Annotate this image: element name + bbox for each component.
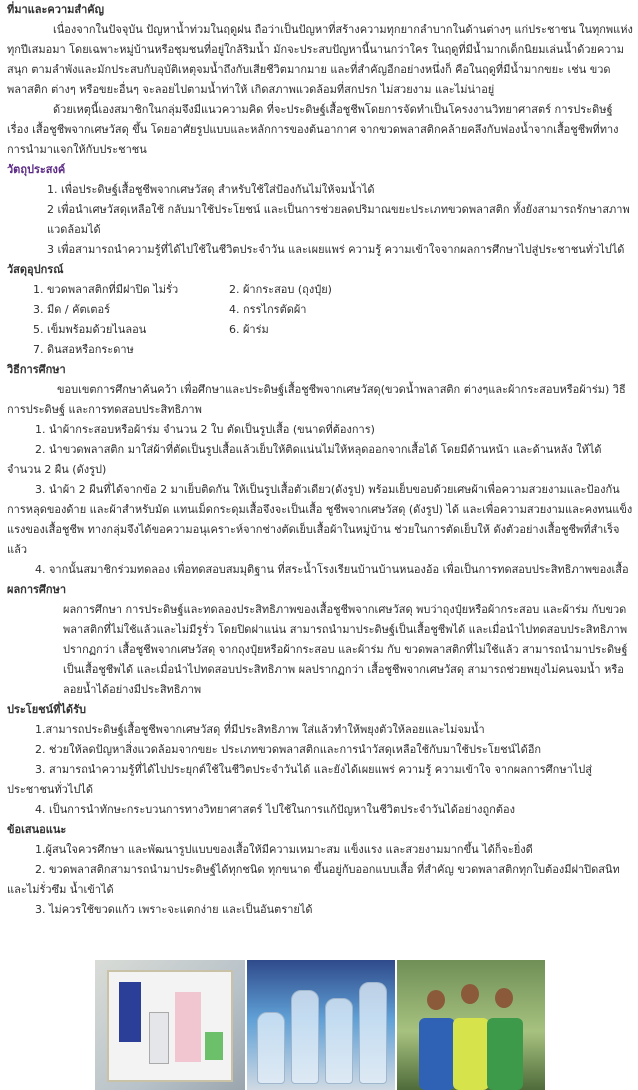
method-step-1: 1. นำผ้ากระสอบหรือผ้าร่ม จำนวน 2 ใบ ตัดเป็นรูปเสื้อ (ขนาดที่ต้องการ) — [35, 423, 375, 436]
material-item: 6. ผ้าร่ม — [229, 323, 269, 336]
results-heading: ผลการศึกษา — [7, 583, 67, 596]
materials-row-3 — [7, 320, 633, 340]
materials-photo — [95, 960, 245, 1090]
document — [7, 0, 633, 920]
objective-item-3: 3 เพื่อสามารถนำความรู้ที่ได้ไปใช้ในชีวิตประจำวัน และเผยแพร่ ความรู้ ความเข้าใจจากผลการศึกษาไปสู่ประชาชนทั่วไปได้ — [47, 243, 625, 256]
student-head — [495, 988, 513, 1008]
benefits-heading: ประโยชน์ที่ได้รับ — [7, 703, 86, 716]
student-head — [461, 984, 479, 1004]
method-step-2: 2. นำขวดพลาสติก มาใส่ผ้าที่ตัดเป็นรูปเสื้อแล้วเย็บให้ติดแน่นไม่ให้หลุดออกจากเสื้อได้ โดยมีด้านหน้า และด้านหลัง ให้ได้จำนวน 2 ผืน (ดังรูป) — [7, 443, 602, 476]
results-paragraph: ผลการศึกษา การประดิษฐ์และทดลองประสิทธิภาพของเสื้อชูชีพจากเศษวัสดุ พบว่าถุงปุ๋ยหรือผ้ากระสอบ และผ้าร่ม กับขวดพลาสติกที่ไม่ใช้แล้วและไม่มีรูรั่ว โดยปิดฝาแน่น สามารถนำมาประดิษฐ์เป็นเสื้อชูชีพได้ และเมื่อนำไปทดสอบประสิทธิภาพปรากฏกว่า เสื้อชูชีพจากเศษวัสดุ จากถุงปุ๋ยหรือผ้ากระสอบ และผ้าร่ม กับ ขวดพลาสติกที่ไม่ใช้แล้ว สามารถนำมาประดิษฐ์เป็นเสื้อชูชีพได้ และเมื่อนำไปทดสอบประสิทธิภาพ ผลปรากฏกว่า เสื้อชูชีพจากเศษวัสดุ สามารถช่วยพยุงไม่คนจมน้ำ หรือลอยน้ำได้อย่างมีประสิทธิภาพ — [63, 603, 628, 696]
objectives-heading: วัตถุประสงค์ — [7, 163, 66, 176]
materials-board — [107, 970, 233, 1082]
life-vest — [419, 1018, 455, 1090]
suggestion-item-3: 3. ไม่ควรใช้ขวดแก้ว เพราะจะแตกง่าย และเป็นอันตรายได้ — [35, 903, 313, 916]
material-item: 7. ดินสอหรือกระดาษ — [33, 343, 134, 356]
plastic-bottle — [325, 998, 353, 1084]
life-vest — [453, 1018, 489, 1090]
method-step-4: 4. จากนั้นสมาชิกร่วมทดลอง เพื่อทดสอบสมมุติฐาน ที่สระน้ำโรงเรียนบ้านบ้านหนองอ้อ เพื่อเป็นการทดสอบประสิทธิภาพของเสื้อ — [35, 563, 629, 576]
plastic-bottle — [359, 982, 387, 1084]
suggestion-item-1: 1.ผู้สนใจควรศึกษา และพัฒนารูปแบบของเสื้อให้มีความเหมาะสม แข็งแรง และสวยงามมากขึ้น ได้ก็จะยิ่งดี — [35, 843, 533, 856]
plastic-bottle — [291, 990, 319, 1084]
scissors — [175, 992, 201, 1062]
material-item: 3. มีด / คัตเตอร์ — [33, 303, 111, 316]
photo-strip — [95, 960, 545, 1090]
student-head — [427, 990, 445, 1010]
background-heading: ที่มาและความสำคัญ — [7, 3, 105, 16]
method-heading: วิธีการศึกษา — [7, 363, 66, 376]
benefit-item-4: 4. เป็นการนำทักษะกระบวนการทางวิทยาศาสตร์ ไปใช้ในการแก้ปัญหาในชีวิตประจำวันได้อย่างถูกต้อง — [35, 803, 515, 816]
background-paragraph-1: เนื่องจากในปัจจุบัน ปัญหาน้ำท่วมในฤดูฝน ถือว่าเป็นปัญหาที่สร้างความทุกยากลำบากในด้านต่างๆ แก่ประชาชน ในทุกพแห่ง ทุกปีเสมอมา โดยเฉพาะหมู่บ้านหรือชุมชนที่อยู่ใกล้ริมน้ำ มักจะประสบปัญหานี้นานกว่าใคร ในฤดูที่มีน้ำมากเด็กนิยมเล่นน้ำด้วยความสนุก ตามลำพังและมักประสบกับอุบัติเหตุจมน้ำถึงกับเสียชีวิตมากมาย และที่สำคัญอีกอย่างหนึ่งก็ คือในฤดูที่มีน้ำมากขยะ เช่น ขวดพลาสติก ต่างๆ หรือขยะอื่นๆ จะลอยไปตามน้ำท่าให้ เกิดสภาพแวดล้อมที่สกปรก ไม่สวยงาม และไม่น่าอยู่ — [7, 23, 633, 96]
method-intro: ขอบเขตการศึกษาค้นคว้า เพื่อศึกษาและประดิษฐ์เสื้อชูชีพจากเศษวัสดุ(ขวดน้ำพลาสติก ต่างๆและผ้ากระสอบหรือผ้าร่ม) วิธีการประดิษฐ์ และการทดสอบประสิทธิภาพ — [7, 383, 626, 416]
students-lifejacket-photo — [397, 960, 545, 1090]
cutter-tool — [149, 1012, 169, 1064]
material-item: 2. ผ้ากระสอบ (ถุงปุ๋ย) — [229, 283, 332, 296]
materials-row-4 — [7, 340, 633, 360]
fabric-swatch — [119, 982, 141, 1042]
objective-item-1: 1. เพื่อประดิษฐ์เสื้อชูชีพจากเศษวัสดุ สำหรับใช้ใส่ป้องกันไม่ให้จมน้ำได้ — [47, 183, 375, 196]
method-step-3: 3. นำผ้า 2 ผืนที่ได้จากข้อ 2 มาเย็บติดกัน ให้เป็นรูปเสื้อตัวเดียว(ดังรูป) พร้อมเย็บขอบด้วยเศษผ้าเพื่อความสวยงามและป้องกันการหลุดของด้าย และผ้าสำหรับมัด แทนเม็ดกระดุมเสื้อจึงจะเป็นเสื้อ ชูชีพจากเศษวัสดุ (ดังรูป) ได้ และเพื่อความสวยงามและคงทนแข็งแรงของเสื้อชูชีพ ทางกลุ่มจึงได้ขอความอนุเคราะห์จากช่างตัดเย็บเสื้อผ้าในหมู่บ้าน ช่วยในการตัดเย็บให้ ดังตัวอย่างเสื้อชูชีพที่สำเร็จแล้ว — [7, 483, 633, 556]
benefit-item-2: 2. ช่วยให้ลดปัญหาสิ่งแวดล้อมจากขยะ ประเภทขวดพลาสติกและการนำวัสดุเหลือใช้กับมาใช้ประโยชน์ได้อีก — [35, 743, 542, 756]
materials-row-1 — [7, 280, 633, 300]
plastic-bottle — [257, 1012, 285, 1084]
bottles-photo — [247, 960, 395, 1090]
background-paragraph-2: ด้วยเหตุนี้เองสมาชิกในกลุ่มจึงมีแนวความคิด ที่จะประดิษฐ์เสื้อชูชีพโดยการจัดทำเป็นโครงงานวิทยาศาสตร์ การประดิษฐ์ เรื่อง เสื้อชูชีพจากเศษวัสดุ ขึ้น โดยอาศัยรูปแบบและหลักการของต้นอากาศ จากขวดพลาสติกคล้ายคลึงกับฟองน้ำจากเสื้อชูชีพที่ทางการนำมาแจกให้กับประชาชน — [7, 103, 619, 156]
life-vest — [487, 1018, 523, 1090]
suggestion-item-2: 2. ขวดพลาสติกสามารถนำมาประดิษฐ์ได้ทุกชนิด ทุกขนาด ขึ้นอยู่กับออกแบบเสื้อ ที่สำคัญ ขวดพลาสติกทุกใบต้องมีฝาปิดสนิท และไม่รั่วซึม น้ำเข้าได้ — [7, 863, 620, 896]
material-item: 4. กรรไกรตัดผ้า — [229, 303, 307, 316]
benefit-item-3: 3. สามารถนำความรู้ที่ได้ไปประยุกต์ใช้ในชีวิตประจำวันได้ และยังได้เผยแพร่ ความรู้ ความเข้าใจ จากผลการศึกษาไปสู่ประชาชนทั่วไปได้ — [7, 763, 592, 796]
thread-spool — [205, 1032, 223, 1060]
materials-row-2 — [7, 300, 633, 320]
materials-heading: วัสดุอุปกรณ์ — [7, 263, 64, 276]
suggestions-heading: ข้อเสนอแนะ — [7, 823, 67, 836]
objective-item-2: 2 เพื่อนำเศษวัสดุเหลือใช้ กลับมาใช้ประโยชน์ และเป็นการช่วยลดปริมาณขยะประเภทขวดพลาสติก ทั้งยังสามารถรักษาสภาพแวดล้อมได้ — [47, 203, 630, 236]
material-item: 5. เข็มพร้อมด้วยไนลอน — [33, 323, 147, 336]
material-item: 1. ขวดพลาสติกที่มีฝาปิด ไม่รั่ว — [33, 283, 179, 296]
benefit-item-1: 1.สามารถประดิษฐ์เสื้อชูชีพจากเศษวัสดุ ที่มีประสิทธิภาพ ใส่แล้วทำให้พยุงตัวให้ลอยและไม่จมน้ำ — [35, 723, 485, 736]
